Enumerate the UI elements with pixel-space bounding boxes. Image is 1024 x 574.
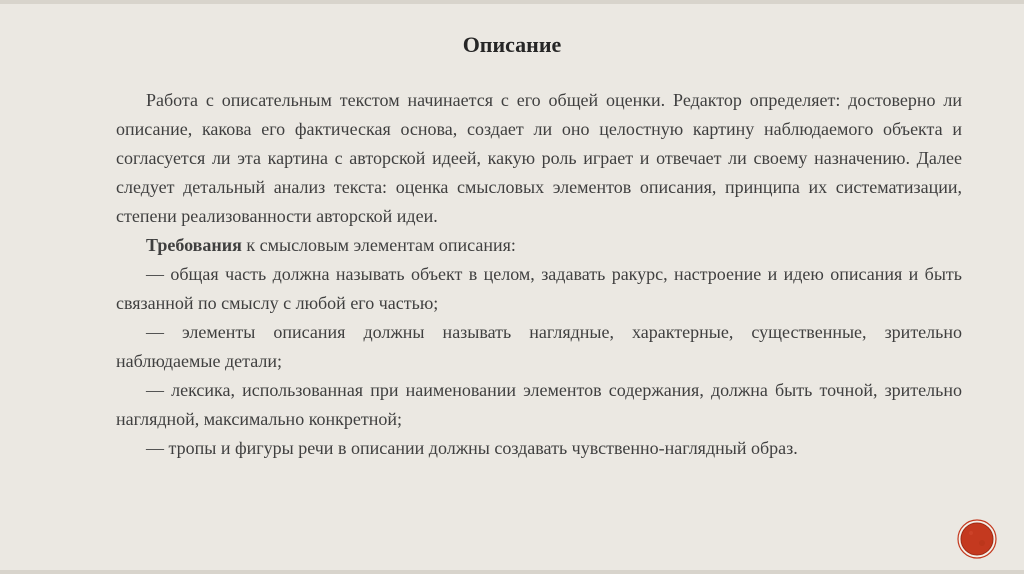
intro-paragraph: Работа с описательным текстом начинается с его общей оценки. Редактор определяет: достоверно ли описание, какова его фактическая основа, создает ли оно целостную картину наблюдаемого объекта и согласуется ли эта картина с авторской идеей, какую роль играет и отвечает ли своему назначению. Далее следует детальный анализ текста: оценка смысловых элементов описания, принципа их систематизации, степени реализованности авторской идеи. — [116, 90, 962, 226]
slide-title: Описание — [462, 32, 562, 57]
requirements-bold-label: Требования — [146, 235, 242, 255]
requirement-item-2: — элементы описания должны называть наглядные, характерные, существенные, зрительно наблюдаемые детали; — [116, 322, 962, 371]
requirements-heading-rest: к смысловым элементам описания: — [241, 235, 516, 255]
top-frame-line — [0, 0, 1024, 4]
requirement-item-4: — тропы и фигуры речи в описании должны создавать чувственно-наглядный образ. — [146, 438, 798, 458]
slide-body — [116, 86, 962, 463]
requirements-heading — [116, 231, 962, 260]
slide-number-badge-icon — [957, 519, 997, 559]
bottom-frame-line — [0, 570, 1024, 574]
requirement-item-3: — лексика, использованная при наименовании элементов содержания, должна быть точной, зрительно наглядной, максимально конкретной; — [116, 380, 962, 429]
requirement-item-1: — общая часть должна называть объект в целом, задавать ракурс, настроение и идею описания и быть связанной по смыслу с любой его частью; — [116, 264, 962, 313]
